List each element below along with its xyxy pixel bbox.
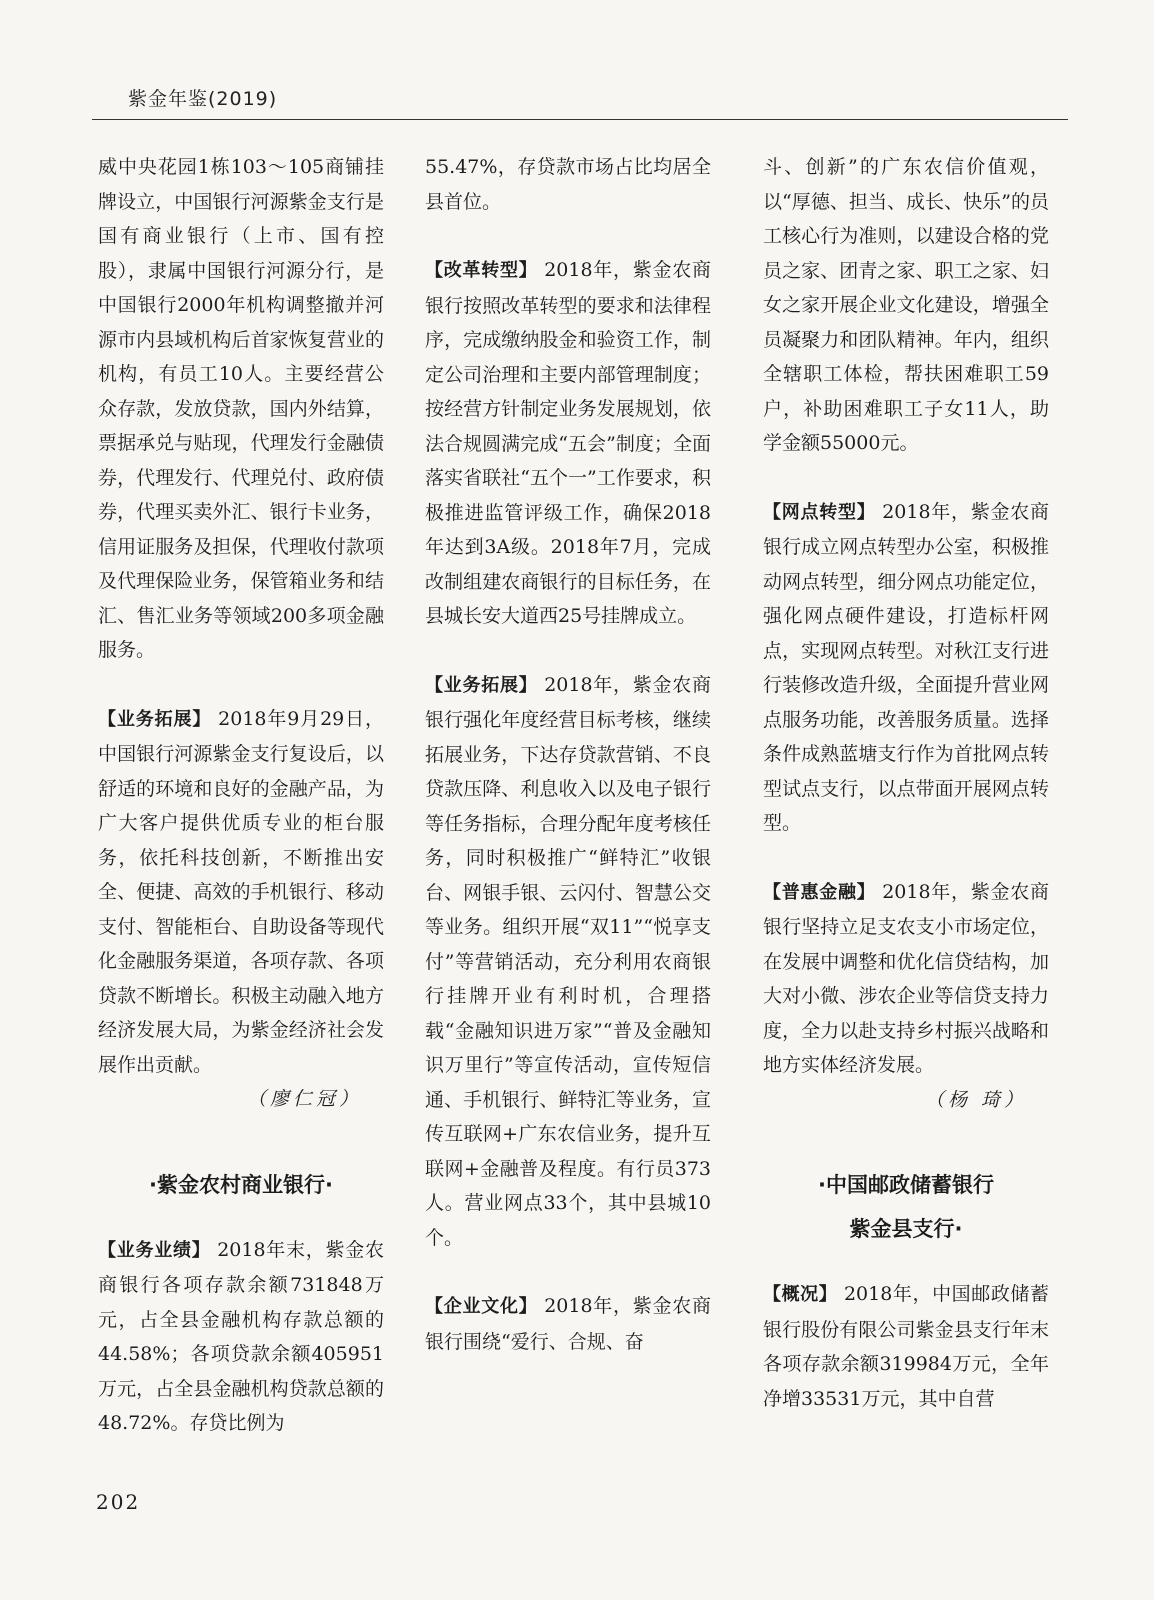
paragraph xyxy=(98,702,384,1083)
section-heading-line: 紫金县支行· xyxy=(849,1217,963,1241)
keyword-heading: 【业务拓展】 xyxy=(425,674,538,696)
section-heading: ·紫金农村商业银行· xyxy=(149,1172,333,1197)
paragraph xyxy=(98,1233,384,1441)
author-signature: （廖仁冠） xyxy=(246,1088,362,1110)
paragraph-body: 2018年，紫金农商银行按照改革转型的要求和法律程序，完成缴纳股金和验资工作，制定公司治理和主要内部管理制度；按经营方针制定业务发展规划，依法合规圆满完成“五会”制度；全面落实省联社“五个一”工作要求，积极推进监管评级工作，确保2018年达到3A级。2018年7月，完成改制组建农商银行的目标任务，在县城长安大道西25号挂牌成立。 xyxy=(425,259,712,627)
paragraph: 55.47%，存贷款市场占比均居全县首位。 xyxy=(425,156,711,213)
paragraph-body: 2018年末，紫金农商银行各项存款余额731848万元，占全县金融机构存款总额的44.58%；各项贷款余额405951万元，占全县金融机构贷款总额的48.72%。存贷比例为 xyxy=(98,1238,385,1434)
paragraph xyxy=(425,668,711,1256)
keyword-heading: 【业务业绩】 xyxy=(98,1239,211,1261)
page-number: 202 xyxy=(96,1490,141,1514)
keyword-heading: 【网点转型】 xyxy=(763,501,876,523)
paragraph-body: 2018年，紫金农商银行坚持立足支农支小市场定位，在发展中调整和优化信贷结构，加大对小微、涉农企业等信贷支持力度，全力以赴支持乡村振兴战略和地方实体经济发展。 xyxy=(763,880,1050,1076)
paragraph-body: 2018年，紫金农商银行强化年度经营目标考核，继续拓展业务，下达存贷款营销、不良贷款压降、利息收入以及电子银行等任务指标，合理分配年度考核任务，同时积极推广“鲜特汇”收银台、网银手银、云闪付、智慧公交等业务。组织开展“双11”“悦享支付”等营销活动，充分利用农商银行挂牌开业有利时机，合理搭载“金融知识进万家”“普及金融知识万里行”等宣传活动，宣传短信通、手机银行、鲜特汇等业务，宣传互联网+广东农信业务，提升互联网+金融普及程度。有行员373人。营业网点33个，其中县城10个。 xyxy=(425,673,712,1249)
paragraph xyxy=(763,875,1049,1083)
keyword-heading: 【企业文化】 xyxy=(425,1296,538,1317)
author-signature: （杨 琦） xyxy=(924,1088,1027,1111)
paragraph-body: 2018年，中国邮政储蓄银行股份有限公司紫金县支行年末各项存款余额319984万元，全年净增33531万元，其中自营 xyxy=(763,1283,1049,1410)
header-rule xyxy=(92,119,1068,120)
keyword-heading: 【业务拓展】 xyxy=(98,708,212,730)
section-heading-line: ·中国邮政储蓄银行 xyxy=(818,1173,994,1197)
column-3 xyxy=(763,150,1049,1416)
paragraph-body: 2018年，紫金农商银行成立网点转型办公室，积极推动网点转型，细分网点功能定位，强化网点硬件建设，打造标杆网点，实现网点转型。对秋江支行进行装修改造升级，全面提升营业网点服务功能，改善服务质量。选择条件成熟蓝塘支行作为首批网点转型试点支行，以点带面开展网点转型。 xyxy=(763,500,1050,834)
column-1 xyxy=(98,150,384,1441)
paragraph-body: 2018年9月29日，中国银行河源紫金支行复设后，以舒适的环境和良好的金融产品，为广大客户提供优质专业的柜台服务，依托科技创新，不断推出安全、便捷、高效的手机银行、移动支付、智能柜台、自助设备等现代化金融服务渠道，各项存款、各项贷款不断增长。积极主动融入地方经济发展大局，为紫金经济社会发展作出贡献。 xyxy=(98,707,385,1076)
paragraph xyxy=(763,1277,1049,1416)
keyword-heading: 【改革转型】 xyxy=(425,260,538,281)
paragraph-body: 2018年，紫金农商银行围绕“爱行、合规、奋 xyxy=(425,1295,712,1353)
keyword-heading: 【概况】 xyxy=(763,1284,838,1305)
section-heading xyxy=(763,1163,1049,1251)
paragraph: 威中央花园1栋103～105商铺挂牌设立，中国银行河源紫金支行是国有商业银行（上市、国有控股），隶属中国银行河源分行，是中国银行2000年机构调整撤并河源市内县域机构后首家恢复营业的机构，有员工10人。主要经营公众存款，发放贷款，国内外结算，票据承兑与贴现，代理发行金融债券，代理发行、代理兑付、政府债券，代理买卖外汇、银行卡业务，信用证服务及担保，代理收付款项及代理保险业务，保管箱业务和结汇、售汇业务等领域200多项金融服务。 xyxy=(98,156,384,661)
paragraph xyxy=(763,495,1049,841)
paragraph: 斗、创新”的广东农信价值观，以“厚德、担当、成长、快乐”的员工核心行为准则，以建设合格的党员之家、团青之家、职工之家、妇女之家开展企业文化建设，增强全员凝聚力和团队精神。年内，组织全辖职工体检，帮扶困难职工59户，补助困难职工子女11人，助学金额55000元。 xyxy=(763,156,1049,454)
column-2 xyxy=(425,150,711,1359)
paragraph xyxy=(425,1289,711,1359)
keyword-heading: 【普惠金融】 xyxy=(763,881,876,903)
running-header-title: 紫金年鉴(2019) xyxy=(128,88,278,110)
paragraph xyxy=(425,253,711,634)
